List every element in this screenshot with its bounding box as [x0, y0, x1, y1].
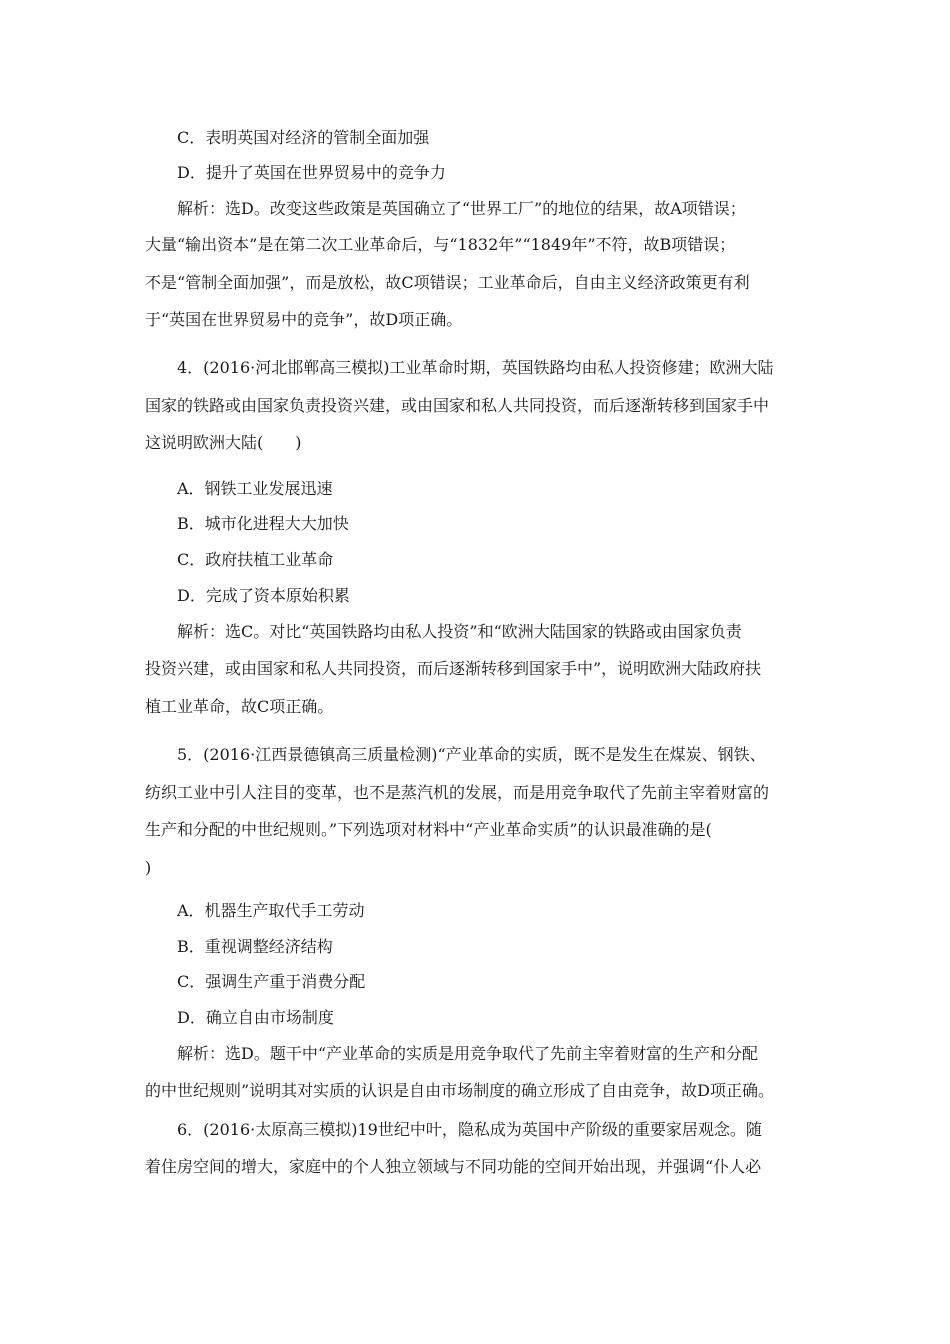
q5-option-d: D．确立自由市场制度 — [177, 1008, 334, 1027]
q3-analysis-line: 不是“管制全面加强”，而是放松，故C项错误；工业革命后，自由主义经济政策更有利 — [145, 273, 750, 292]
q4-analysis-line: 投资兴建，或由国家和私人共同投资，而后逐渐转移到国家手中”，说明欧洲大陆政府扶 — [145, 659, 762, 678]
q3-option-d: D．提升了英国在世界贸易中的竞争力 — [177, 163, 446, 182]
q4-option-c: C．政府扶植工业革命 — [177, 550, 334, 569]
q5-stem-line: 纺织工业中引人注目的变革，也不是蒸汽机的发展，而是用竞争取代了先前主宰着财富的 — [145, 783, 770, 802]
q5-option-a: A．机器生产取代手工劳动 — [177, 901, 365, 920]
q5-analysis-line: 的中世纪规则”说明其对实质的认识是自由市场制度的确立形成了自由竞争，故D项正确。 — [145, 1081, 775, 1100]
q4-option-b: B．城市化进程大大加快 — [177, 514, 349, 533]
q6-stem-line: 着住房空间的增大，家庭中的个人独立领域与不同功能的空间开始出现，并强调“仆人必 — [145, 1157, 762, 1176]
q5-stem-line: ) — [145, 858, 152, 877]
q5-option-b: B．重视调整经济结构 — [177, 937, 333, 956]
q4-stem-line: 国家的铁路或由国家负责投资兴建，或由国家和私人共同投资，而后逐渐转移到国家手中 — [145, 396, 770, 415]
q5-analysis-line: 解析：选D。题干中“产业革命的实质是用竞争取代了先前主宰着财富的生产和分配 — [177, 1044, 759, 1063]
q3-option-c: C．表明英国对经济的管制全面加强 — [177, 128, 430, 147]
q3-analysis-line: 解析：选D。改变这些政策是英国确立了“世界工厂”的地位的结果，故A项错误； — [177, 199, 746, 218]
q3-analysis-line: 于“英国在世界贸易中的竞争”，故D项正确。 — [145, 310, 463, 329]
q4-analysis-line: 解析：选C。对比“英国铁路均由私人投资”和“欧洲大陆国家的铁路或由国家负责 — [177, 622, 742, 641]
q4-option-a: A．钢铁工业发展迅速 — [177, 479, 333, 498]
q5-stem-line: 5．(2016·江西景德镇高三质量检测)“产业革命的实质，既不是发生在煤炭、钢铁、 — [177, 745, 766, 764]
q4-option-d: D．完成了资本原始积累 — [177, 586, 350, 605]
q4-stem-line: 4．(2016·河北邯郸高三模拟)工业革命时期，英国铁路均由私人投资修建；欧洲大陆 — [177, 358, 774, 377]
q5-option-c: C．强调生产重于消费分配 — [177, 972, 366, 991]
q4-stem-line: 这说明欧洲大陆( ) — [145, 433, 302, 452]
q3-analysis-line: 大量“输出资本”是在第二次工业革命后，与“1832年”“1849年”不符，故B项错误； — [145, 235, 736, 254]
q4-analysis-line: 植工业革命，故C项正确。 — [145, 697, 334, 716]
q5-stem-line: 生产和分配的中世纪规则。”下列选项对材料中“产业革命实质”的认识最准确的是( — [145, 820, 712, 839]
q6-stem-line: 6．(2016·太原高三模拟)19世纪中叶，隐私成为英国中产阶级的重要家居观念。随 — [177, 1120, 762, 1139]
